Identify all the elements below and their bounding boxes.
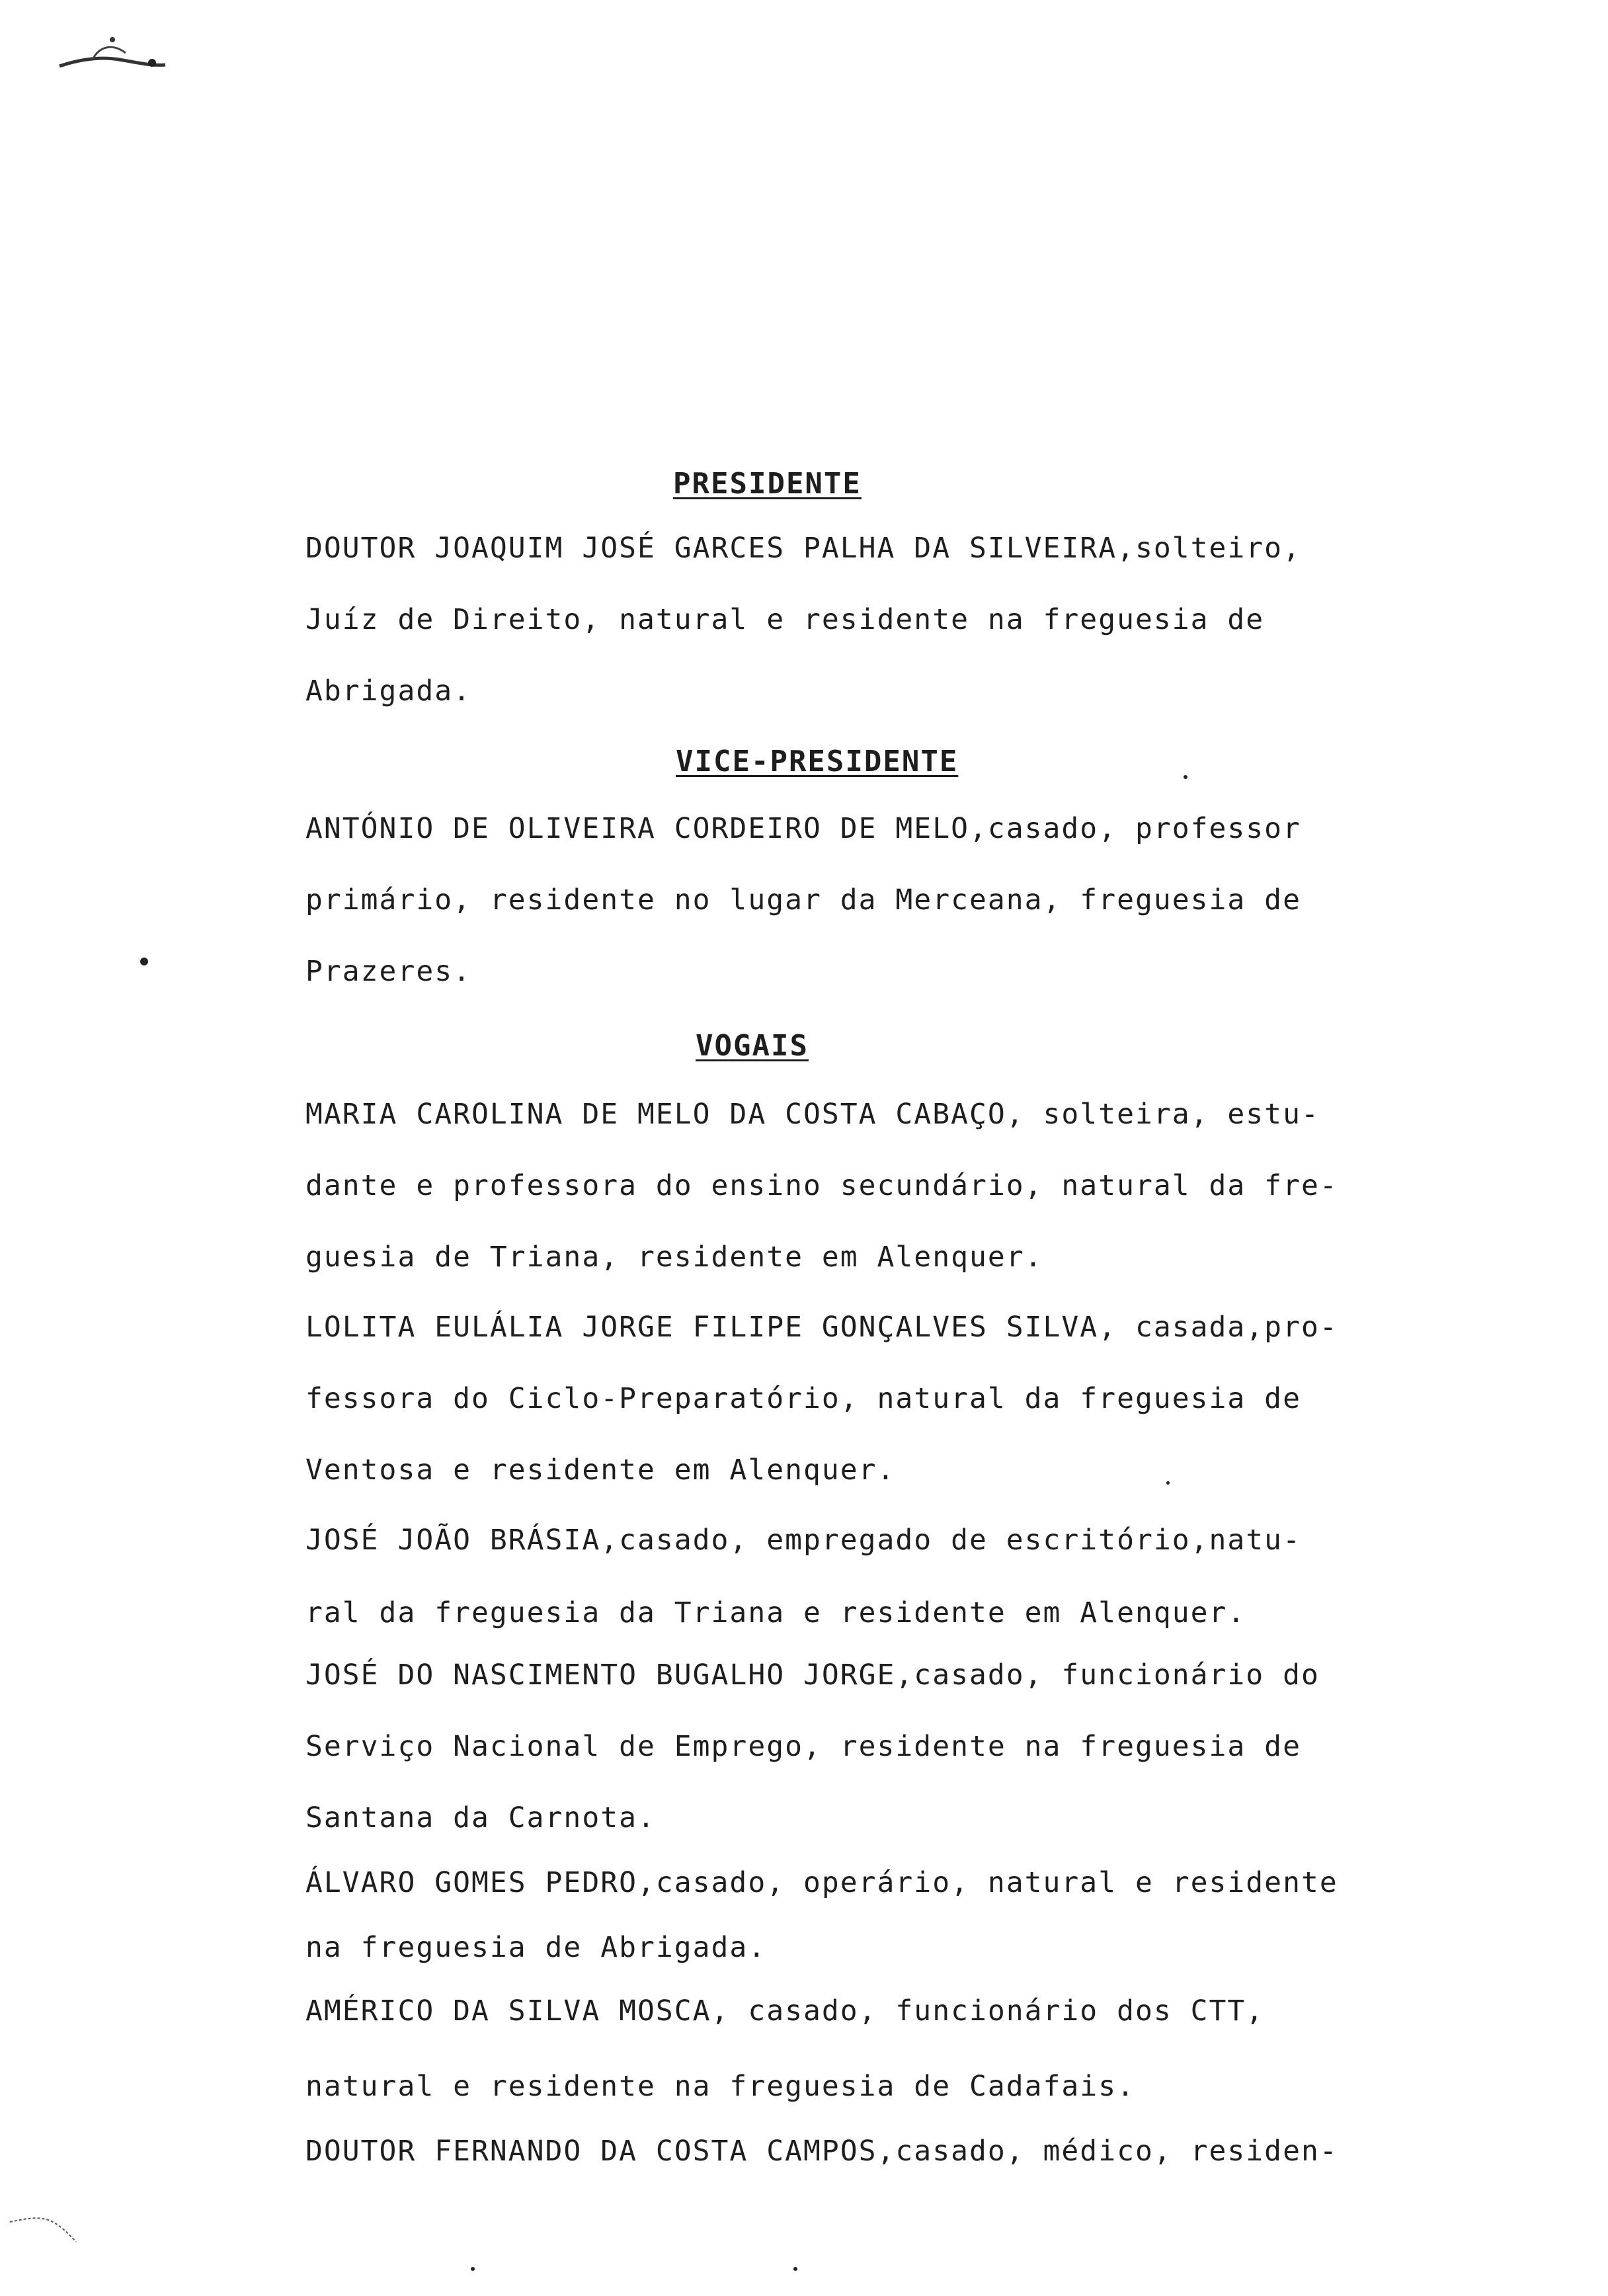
scan-speck [140,958,148,965]
scan-speck [471,2267,475,2271]
text-line: ANTÓNIO DE OLIVEIRA CORDEIRO DE MELO,casado, professor [305,812,1301,845]
text-line: Santana da Carnota. [305,1801,656,1834]
text-line: dante e professora do ensino secundário, natural da fre- [305,1169,1338,1202]
scan-smudge-bottom-left [7,2195,86,2248]
text-line: Ventosa e residente em Alenquer. [305,1454,896,1487]
text-line: fessora do Ciclo-Preparatório, natural da freguesia de [305,1382,1301,1415]
text-line: LOLITA EULÁLIA JORGE FILIPE GONÇALVES SILVA, casada,pro- [305,1311,1338,1344]
text-line: guesia de Triana, residente em Alenquer. [305,1241,1043,1274]
text-line: primário, residente no lugar da Merceana, freguesia de [305,883,1301,917]
text-line: JOSÉ JOÃO BRÁSIA,casado, empregado de escritório,natu- [305,1524,1301,1557]
text-line: DOUTOR FERNANDO DA COSTA CAMPOS,casado, médico, residen- [305,2135,1338,2168]
text-line: ÁLVARO GOMES PEDRO,casado, operário, natural e residente [305,1866,1338,1899]
scan-speck [1184,775,1187,779]
text-line: Prazeres. [305,955,471,988]
text-line: ral da freguesia da Triana e residente em Alenquer. [305,1596,1246,1629]
text-line: natural e residente na freguesia de Cadafais. [305,2070,1135,2103]
text-line: DOUTOR JOAQUIM JOSÉ GARCES PALHA DA SILVEIRA,solteiro, [305,532,1301,565]
scan-speck [1166,1481,1170,1485]
section-heading-presidente: PRESIDENTE [673,467,862,501]
text-line: Juíz de Direito, natural e residente na freguesia de [305,603,1265,636]
text-line: MARIA CAROLINA DE MELO DA COSTA CABAÇO, solteira, estu- [305,1098,1320,1131]
scan-speck [793,2267,797,2271]
text-line: JOSÉ DO NASCIMENTO BUGALHO JORGE,casado, funcionário do [305,1659,1320,1692]
text-line: Abrigada. [305,675,471,708]
section-heading-vogais: VOGAIS [696,1029,809,1063]
section-heading-vice-presidente: VICE-PRESIDENTE [676,745,959,778]
scan-smudge-top-left [53,26,185,86]
text-line: na freguesia de Abrigada. [305,1931,767,1964]
text-line: Serviço Nacional de Emprego, residente na freguesia de [305,1730,1301,1763]
text-line: AMÉRICO DA SILVA MOSCA, casado, funcionário dos CTT, [305,1994,1265,2028]
